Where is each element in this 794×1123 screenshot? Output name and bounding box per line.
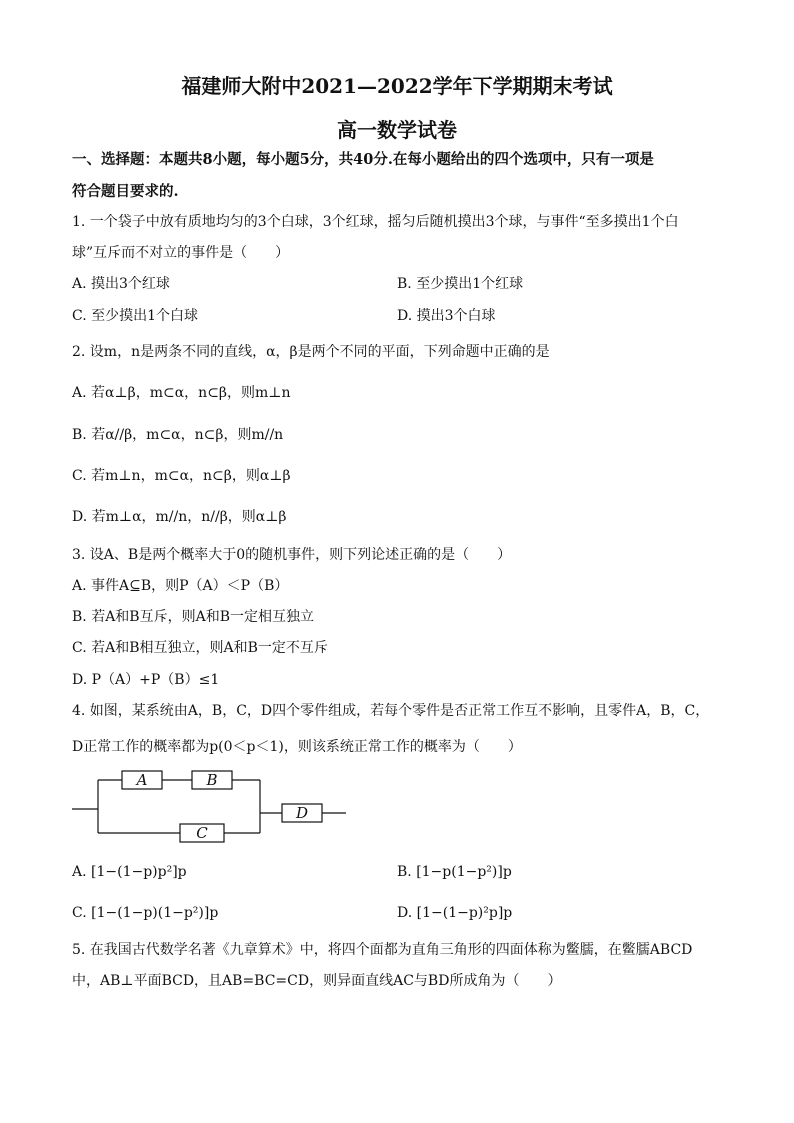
q3-option-a: A. 事件A⊆B，则P（A）＜P（B） xyxy=(72,578,289,594)
component-d-label: D xyxy=(295,804,309,822)
q2-option-c: C. 若m⊥n，m⊂α，n⊂β，则α⊥β xyxy=(72,468,291,484)
q5-stem-line1: 5. 在我国古代数学名著《九章算术》中，将四个面都为直角三角形的四面体称为鳖臑，在鳖臑ABCD xyxy=(72,942,693,958)
section-heading-line2: 符合题目要求的. xyxy=(72,183,179,200)
q1-stem-line1: 1. 一个袋子中放有质地均匀的3个白球，3个红球，摇匀后随机摸出3个球，与事件“至多摸出1个白 xyxy=(72,214,679,230)
section-heading-line1: 一、选择题：本题共8小题，每小题5分，共40分.在每小题给出的四个选项中，只有一项是 xyxy=(72,151,654,168)
q4-option-c: C. [1−(1−p)(1−p²)]p xyxy=(72,905,219,921)
q2-option-b: B. 若α//β，m⊂α，n⊂β，则m//n xyxy=(72,427,284,443)
q3-option-d: D. P（A）+P（B）≤1 xyxy=(72,672,220,688)
q4-option-a: A. [1−(1−p)p²]p xyxy=(72,864,187,880)
component-b-label: B xyxy=(206,771,218,789)
q5-stem-line2: 中，AB⊥平面BCD，且AB=BC=CD，则异面直线AC与BD所成角为（ ） xyxy=(72,973,562,989)
q4-stem-line2: D正常工作的概率都为p(0＜p＜1)，则该系统正常工作的概率为（ ） xyxy=(72,739,522,755)
q4-stem-line1: 4. 如图，某系统由A，B，C，D四个零件组成，若每个零件是否正常工作互不影响，且零件A，B，C， xyxy=(72,703,710,719)
q1-stem-line2: 球”互斥而不对立的事件是（ ） xyxy=(72,245,290,261)
q1-option-a: A. 摸出3个红球 xyxy=(72,276,170,292)
exam-subtitle: 高一数学试卷 xyxy=(337,118,457,142)
q1-option-b: B. 至少摸出1个红球 xyxy=(397,276,524,292)
component-a-label: A xyxy=(136,771,148,789)
q1-option-d: D. 摸出3个白球 xyxy=(397,308,496,324)
q4-option-d: D. [1−(1−p)²p]p xyxy=(397,905,513,921)
q3-option-c: C. 若A和B相互独立，则A和B一定不互斥 xyxy=(72,640,328,656)
exam-title: 福建师大附中2021—2022学年下学期期末考试 xyxy=(181,74,613,98)
q3-option-b: B. 若A和B互斥，则A和B一定相互独立 xyxy=(72,609,314,625)
q2-option-a: A. 若α⊥β，m⊂α，n⊂β，则m⊥n xyxy=(72,385,291,401)
q2-stem: 2. 设m，n是两条不同的直线，α，β是两个不同的平面，下列命题中正确的是 xyxy=(72,344,550,360)
q2-option-d: D. 若m⊥α，m//n，n//β，则α⊥β xyxy=(72,509,287,525)
system-circuit-diagram xyxy=(70,768,350,850)
q4-option-b: B. [1−p(1−p²)]p xyxy=(397,864,512,880)
component-c-label: C xyxy=(196,824,208,842)
q3-stem: 3. 设A、B是两个概率大于0的随机事件，则下列论述正确的是（ ） xyxy=(72,547,512,563)
q1-option-c: C. 至少摸出1个白球 xyxy=(72,308,199,324)
